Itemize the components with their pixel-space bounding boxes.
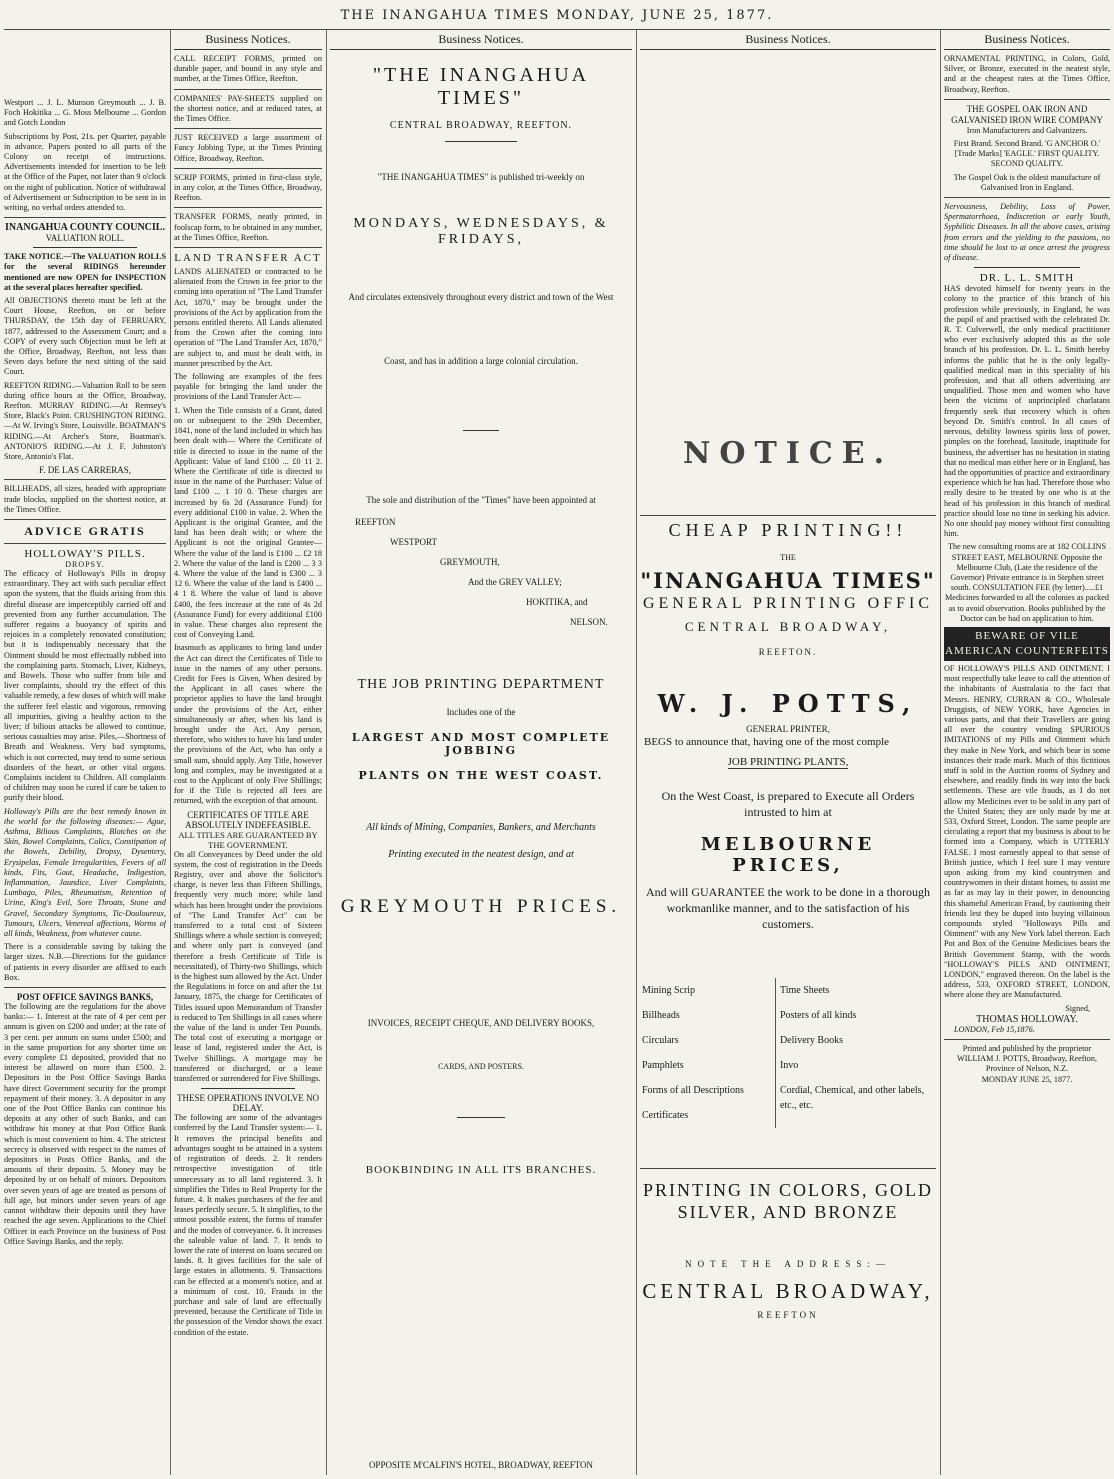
column-rule (326, 30, 327, 1475)
service-item: Pamphlets (642, 1060, 684, 1071)
printed-by: Printed and published by the proprietor WILLIAM J. POTTS, Broadway, Reefton, Province of Nelson, N.Z. (957, 1044, 1097, 1074)
west-coast-line: PLANTS ON THE WEST COAST. (358, 769, 604, 782)
cures-list: Holloway's Pills are the best remedy known in the world for the following diseases:— Ague, Asthma, Bilious Complaints, Blotches on the Skin, Bowel Complaints, Colics, Constipation of the Bowels, Debility, Dropsy, Dysentery, Erysipelas, Female Irregularities, Fevers of all kinds, Fits, Gout, Headache, Indigestion, Inflammation, Jaundice, Liver Complaints, Lumbago, Piles, Rheumatism, Retention of Urine, King's Evil, Sore Throats, Stone and Gravel, Secondary Symptoms, Tic-Douloureux, Tumours, Ulcers, Venereal affections, Worms of all kinds, Weakness, from whatever cause. (4, 806, 166, 939)
receipt-forms-ad: CALL RECEIPT FORMS, printed on durable paper, and bound in any style and number, at the Times Office, Reefton. (174, 54, 322, 84)
business-notices-header: Business Notices. (640, 32, 936, 50)
includes-note: Includes one of the (446, 707, 516, 717)
central-broadway-big: CENTRAL BROADWAY, (642, 1279, 934, 1303)
footer-address: OPPOSITE M'CALFIN'S HOTEL, BROADWAY, REEFTON (368, 1460, 594, 1470)
holloway-ointment-notice: OF HOLLOWAY'S PILLS AND OINTMENT. I most respectfully take leave to call the attention of the inhabitants of Australasia to the fact that Messrs. HENRY, CURRAN & CO., Wholesale Druggists, of NEW YORK, have Agencies in various parts, and that their Travellers are going all over the country vending SPURIOUS IMITATIONS of my Pills and Ointment which they make in New York, and which bear in some instances their trade mark. Much of this fictitious stuff is sold in the Auction rooms of Sydney and elsewhere, and readily finds its way into the back settlements. These are vile frauds, as I do not allow my Medicines ever to be sold in any part of the United States; they are only made by me at 533, Oxford Street, London. The same people are circulating a report that my business is about to be formed into a Company, which is UTTERLY FALSE. I most earnestly appeal to that sense of British justice, which I feel sure I may venture upon asking from my kind countrymen and countrywomen in their distant homes, to assist me as far as may lay in their power, in denouncing this shameful American Fraud, by cautioning their friends lest they be duped into buying villainous compounds styled "Holloways Pills and Ointment" with any New York label thereon. Each Pot and Box of the Genuine Medicines bears the British Government Stamp, with the words "HOLLOWAY'S PILLS AND OINTMENT, LONDON," engraved thereon. On the label is the address, 533, OXFORD STREET, LONDON, where alone they are Manufactured. (944, 663, 1110, 1000)
gospel-oak-sub: Iron Manufacturers and Galvanizers. (966, 125, 1088, 135)
beware-line: BEWARE OF VILE (975, 629, 1079, 642)
council-heading: INANGAHUA COUNTY COUNCIL. (5, 222, 165, 234)
valuation-notice-title: TAKE NOTICE.—The VALUATION ROLLS for the several RIDINGS hereunder mentioned are now OPEN for INSPECTION at the several places hereafter specified. (4, 252, 166, 292)
jobbing-type-ad: JUST RECEIVED a large assortment of Fancy Jobbing Type, at the Times Printing Office, Broadway, Reefton. (174, 133, 322, 163)
land-transfer-body: LANDS ALIENATED or contracted to be alienated from the Crown in fee prior to the coming into operation of "The Land Transfer Act, 1870," may be brought under the provisions of the Act by application from the persons entitled thereto. All Lands alienated from the Crown after the coming into operation of "The Land Transfer Act, 1870," are subject to, and must be dealt with, in manner prescribed by the Act. (174, 267, 322, 368)
beware-banner (944, 627, 1110, 661)
land-transfer-act-heading: LAND TRANSFER ACT (174, 252, 322, 265)
service-item: Billheads (642, 1010, 680, 1021)
fees-table: 1. When the Title consists of a Grant, dated on or subsequent to the 29th December, 1841, none of the land included in which has been dealt with— Where the Certificate of title is directed to issue in the name of the Applicant: Value of land £100 ... £0 11 2. Where the Certificate of title is directed to issue in the name of the Purchaser: Value of land £100 ... 1 10 0. These charges are increased by 6s 2d (Assurance Fund) for every additional £100 in value. 2. When the Applicant is the original Grantee, and the land has been dealt with; or where the Applicant is not the original Grantee— Where the value of the land is £100 ... £2 18 2. Where the value of the land is £200 ... 3 3 4. Where the value of the land is £300 ... 3 12 6. Where the value of the land is £400 ... 4 1 8. Where the value of land is above £400, the fees increase at the rate of 4s 2d (Assurance Fund) for every additional £100 in value. These charges also represent the cost of Conveying Land. (174, 405, 322, 640)
town: WESTPORT (390, 537, 437, 547)
publication-note: "THE INANGAHUA TIMES" is published tri-weekly on (377, 172, 585, 182)
service-item: Forms of all Descriptions (642, 1085, 744, 1096)
kinds-line: All kinds of Mining, Companies, Bankers, and Merchants (366, 822, 596, 833)
signed-label: Signed, (1065, 1003, 1090, 1013)
column-rule (940, 30, 941, 1475)
bookbinding-line: BOOKBINDING IN ALL ITS BRANCHES. (365, 1164, 597, 1176)
the-label: THE (780, 553, 796, 562)
cheap-printing: CHEAP PRINTING!! (668, 520, 908, 540)
certificates-heading: CERTIFICATES OF TITLE ARE ABSOLUTELY INDEFEASIBLE. (185, 809, 311, 830)
central-broadway: CENTRAL BROADWAY, (684, 619, 892, 634)
savings-banks-heading: POST OFFICE SAVINGS BANKS, (16, 992, 154, 1003)
gospel-oak-note: The Gospel Oak is the oldest manufacture of Galvanised Iron in England. (953, 172, 1101, 192)
begs-line: BEGS to announce that, having one of the most comple (644, 736, 890, 748)
dr-smith-heading: DR. L. L. SMITH (979, 272, 1075, 285)
reefton-label: REEFTON. (758, 647, 818, 657)
holloway-pills-heading: HOLLOWAY'S PILLS. (24, 547, 146, 560)
column-1 (4, 98, 166, 1474)
greymouth-prices: GREYMOUTH PRICES. (340, 896, 622, 917)
service-item: Circulars (642, 1035, 679, 1046)
thomas-holloway: THOMAS HOLLOWAY. (976, 1013, 1078, 1025)
circulation-note: And circulates extensively throughout every district and town of the West (348, 292, 614, 302)
signature: F. DE LAS CARRERAS, (38, 465, 132, 476)
largest-plants-line: LARGEST AND MOST COMPLETE JOBBING (351, 731, 611, 757)
colors-heading: PRINTING IN COLORS, GOLD SILVER, AND BRONZE (643, 1180, 933, 1222)
column-2 (174, 32, 322, 1474)
subscription-terms: Subscriptions by Post, 21s. per Quarter, payable in advance. Papers posted to all parts of the Colony on receipt of instructions. Advertisements intended for insertion to be left at the Office of the Paper, not later than 9 o'clock on the night of publication. Notice of withdrawal of Advertisement or Subscription to be sent in in writing, no verbal orders attended to. (4, 131, 166, 213)
potts-name: W. J. POTTS, (657, 689, 919, 718)
agents-intro: The sole and distribution of the "Times" have been appointed at (366, 495, 596, 505)
service-item: Mining Scrip (642, 985, 696, 996)
issue-date: MONDAY JUNE 25, 1877. (981, 1074, 1073, 1084)
fees-intro: The following are examples of the fees payable for bringing the land under the provisions of the Land Transfer Act:— (174, 372, 322, 402)
job-printing-heading: THE JOB PRINTING DEPARTMENT (357, 677, 605, 692)
consulting-rooms: The new consulting rooms are at 182 COLLINS STREET EAST, MELBOURNE Opposite the Melbourne Club, (Late the residence of the Governor) Private entrance is in Stephen street south. CONSULTATION FEE (by letter).....£1 Medicines forwarded to all the colonies as packed as to avoid observation. Books published by the Doctor can be had on application to him. (945, 542, 1109, 623)
dr-smith-body: HAS devoted himself for twenty years in the colony to the practice of this branch of his profession while previously, in England, he was the pupil of and practised with the celebrated Dr. R. T. Culverwell, the only medical practitioner who ever exclusively adopted this as the sole branch of his profession. Dr. L. L. Smith hereby informs the public that he is the only legally-qualified medical man in this speciality of his profession, and that all others advertising are unqualified. Those men and women who have been the victims of unprincipled charlatans frequently seek that recovery which is often beyond Dr. Smith's control. In all cases of nervous, debility lowness spirits loss of power, pimples on the forehead, lassitude, inaptitude for business, the advertiser has no hesitation in stating that no medical man either here or in England, has had the opportunities of practice and extraordinary experience which he has had. Therefore those who really desire to be treated by one who is at the head of his profession in this branch of medical practice should lose no time in seeking his advice. No one should pay money without first consulting him. (944, 284, 1110, 539)
general-printer: GENERAL PRINTER, (746, 724, 830, 734)
business-notices-header: Business Notices. (174, 32, 322, 50)
operations-body: The following are some of the advantages conferred by the Land Transfer system:— 1. It removes the principal benefits and advantages sought to be attained in a system of registration of deeds. 2. It renders retrospective investigation of title unnecessary as to all land registered. 3. It simplifies the Titles to Real Property for the future. 4. It makes purchasers of the fee and leases perfectly secure. 5. It simplifies, to the utmost possible extent, the forms of transfer and the modes of conveyance. 6. It increases the saleable value of land. 7. It tends to lower the rate of interest on loans secured on lands. 8. It gives facilities for the sale of large estates in allotments. 9. Transactions can be effected at a moment's notice, and at a minimum of cost. 10. Frauds in the purchase and sale of land are effectually prevented, because the Certificate of Title in the possession of the Vendor shows the exact condition of the estate. (174, 1113, 322, 1337)
town: NELSON. (570, 617, 608, 627)
ridings-list: REEFTON RIDING.—Valuation Roll to be seen during office hours at the Office, Broadway, Reefton. MURRAY RIDING.—At Remsey's Store, Black's Point. CRUSHINGTON RIDING.—At W. Irving's Store, Louisville. BOATMAN'S RIDING.—At Archer's Store, Boatman's. ANTONIO'S RIDING.—At J. F. Johnston's Store, Antonio's Flat. (4, 380, 166, 462)
town: And the GREY VALLEY; (468, 577, 562, 587)
pay-sheets-ad: COMPANIES' PAY-SHEETS supplied on the shortest notice, and at reduced rates, at the Times Office. (174, 93, 322, 124)
business-notices-header: Business Notices. (330, 32, 632, 50)
guarantee-line: And will GUARANTEE the work to be done in a thorough workmanlike manner, and to the satisfaction of his customers. (646, 885, 930, 931)
service-item: Time Sheets (779, 985, 830, 996)
valuation-notice-body: All OBJECTIONS thereto must be left at the Court House, Reefton, on or before THURSDAY, the 15th day of FEBRUARY, 1877, addressed to the Assessment Court; and a COPY of every such Objection must be left at the Office, Broadway, Reefton, not less than Seven days before the next sitting of the said Court. (4, 296, 166, 377)
nervousness-ad: Nervousness, Debility, Loss of Power, Spermatorrhoea, Indiscretion or early Youth, Syphilitic Diseases. In all the above cases, arising from errors and the yielding to the passions, no time should be lost to at once arrest the progress of disease. (944, 202, 1110, 263)
paper-address: CENTRAL BROADWAY, REEFTON. (389, 120, 573, 131)
notice-banner: NOTICE. (682, 436, 894, 471)
credit-for-fees: Inasmuch as applicants to bring land under the Act can direct the Certificates of Title to issue in the names of any other persons. Credit for Fees is Given, When desired by the Applicant in all cases where the proprietor applies to have the land brought under the provisions of the Act, either simultaneously or after, when his land is brought under the Act. Any person, therefore, who wishes to have his land under the provisions of the Act, who has only a small sum, should apply. Any Title, however long and complex, may be investigated at a cost to the Applicant of only Five Shillings; for if the Title is rejected all fees are returned, with the exception of that amount. (174, 643, 322, 806)
transfer-forms-ad: TRANSFER FORMS, neatly printed, in foolscap form, to be obtained in any number, at the Times Office, Reefton. (174, 212, 322, 242)
town: REEFTON (355, 517, 396, 527)
dropsy-heading: DROPSY. (65, 559, 105, 569)
reefton-footer: REEFTON (757, 1310, 819, 1320)
savings-banks-body: The following are the regulations for the above banks:— 1. Interest at the rate of 4 per cent per annum is given on £200 and under; at the rate of 3 per cent. per annum on sums under £500; and in the same proportion for any shorter time on every complete £1 deposited, provided that no interest be allowed on more than £500. 2. Depositors in the Post Office Savings Banks have direct Government security for the prompt repayment of their money. 3. A depositor in any one of the Post Office Banks can continue his deposits at any other of such Banks, and can withdraw his money at that Post Office Bank which is most convenient to him. 4. The strictest secrecy is observed with respect to the names of depositors in Posts Office Banks, and the amounts of their deposits. 5. Money may be deposited by or on behalf of minors. Depositors over seven years of age are treated as persons of full age, but minors under seven years of age cannot withdraw their deposits until they have reached the age seven. Applications to the Chief Officer in each Province on the business of Post Office Savings Banks, and the reply. (4, 1002, 166, 1246)
gospel-oak-brands: First Brand. Second Brand. 'G ANCHOR O.' [Trade Marks] 'EAGLE.' FIRST QUALITY. SECOND QUALITY. (953, 139, 1101, 169)
job-printing-plants: JOB PRINTING PLANTS, (727, 756, 849, 768)
beware-line: AMERICAN COUNTERFEITS (945, 644, 1109, 657)
service-item: Posters of all kinds (779, 1010, 857, 1021)
cards-line: CARDS, AND POSTERS. (438, 1062, 524, 1071)
masthead: THE INANGAHUA TIMES MONDAY, JUNE 25, 1877. (340, 8, 774, 23)
saving-note: There is a considerable saving by taking the larger sizes. N.B.—Directions for the guidance of patients in every disorder are affixed to each Box. (4, 942, 166, 982)
ornamental-printing-ad: ORNAMENTAL PRINTING, in Colors, Gold, Silver, or Bronze, executed in the neatest style, and at the cheapest rates at the Times Office, Broadway, Reefton. (944, 54, 1110, 94)
note-address: NOTE THE ADDRESS:— (685, 1259, 891, 1269)
agents-list: Westport ... J. L. Munson Greymouth ... J. B. Foch Hokitika ... G. Moss Melbourne ... Gordon and Gotch London (4, 98, 166, 128)
publication-days: MONDAYS, WEDNESDAYS, & FRIDAYS, (353, 216, 609, 247)
melbourne-prices: MELBOURNE PRICES, (700, 834, 876, 876)
billheads-ad: BILLHEADS, all sizes, headed with appropriate trade blocks, supplied on the shortest notice, at the Times Office. (4, 484, 166, 514)
printing-services-table (640, 978, 936, 1128)
service-item: Cordial, Chemical, and other labels, etc., etc. (779, 1085, 925, 1111)
scrip-forms-ad: SCRIP FORMS, printed in first-class style, in any color, at the Times Office, Broadway, Reefton. (174, 172, 322, 203)
town: HOKITIKA, and (526, 597, 588, 607)
service-item: Delivery Books (779, 1035, 843, 1046)
service-item: Certificates (642, 1110, 689, 1121)
column-3 (330, 32, 632, 1474)
agents-towns (330, 511, 632, 631)
general-printing-office: GENERAL PRINTING OFFIC (642, 595, 934, 612)
operations-heading: THESE OPERATIONS INVOLVE NO DELAY. (177, 1093, 319, 1114)
guarantee-heading: ALL TITLES ARE GUARANTEED BY THE GOVERNMENT. (178, 829, 318, 850)
invoices-line: INVOICES, RECEIPT CHEQUE, AND DELIVERY BOOKS, (367, 1018, 595, 1028)
column-4 (640, 32, 936, 1474)
printing-line: Printing executed in the neatest design, and at (388, 849, 574, 860)
gospel-oak-heading: THE GOSPEL OAK IRON AND GALVANISED IRON WIRE COMPANY (951, 103, 1103, 125)
holloway-date: LONDON, Feb 15,1876. (954, 1024, 1035, 1034)
dropsy-body: The efficacy of Holloway's Pills in dropsy extraordinary. They act with such peculiar effect upon the system, that the fluids arising from this direful disease are imperceptibly carried off and prevented from any further accumulation. The sufferer regains a buoyancy of spirits and rejoices in a completely renovated constitution; but it is indispensably necessary that the Ointment should be most effectually rubbed into the complaining parts. Stomach, Liver, Kidneys, and Bowels. Those who suffer from bile and liver complaints, should try the effect of this valuable remedy, a few doses of which will make the sufferer feel elastic and vigorous, removing all impurities, giving a healthy action to the liver; if bilious attacks be allowed to continue, serious casualties may arise. Piles,—Shortness of Breath and Weakness. Very bad symptoms, which is not corrected, may tend to some serious disorders of the heart, or other vital organs. Complaints incident to Children. All complaints of children may soon be cured if care be taken to purify their blood. (4, 568, 166, 803)
advice-gratis-heading: ADVICE GRATIS (24, 523, 146, 538)
valuation-roll-heading: VALUATION ROLL. (45, 233, 125, 244)
column-5 (944, 32, 1110, 1474)
column-rule (170, 30, 171, 1475)
town: GREYMOUTH, (440, 557, 500, 567)
guarantee-body: On all Conveyances by Deed under the old system, the cost of registration in the Deeds Registry, over and above the Solicitor's charge, is never less than Fifteen Shillings, frequently very much more; while land which has been brought under the provisions of "The Land Transfer Act" can be transferred to a total cost of Sixteen Shillings where a whole section is conveyed; and where only part is conveyed (and therefore a fresh Certificate of Title is necessitated), of Thirty-two Shillings, which is the highest sum allowed by the Act. Under the Regulations in force on and after the 1st January, 1875, the charge for Certificates of Titles issued upon Memorandum of Transfer is reduced to Ten Shillings in all cases where the value of the land is under Ten Pounds. The total cost of executing a mortgage or lease of land, registered under the Act, is Twelve Shillings. A mortgage may be transferred or discharged, or a lease transferred or surrendered for Five Shillings. (174, 849, 322, 1084)
service-item: Invo (779, 1060, 799, 1071)
west-coast-line: On the West Coast, is prepared to Execute all Orders intrusted to him at (661, 789, 915, 819)
coast-note: Coast, and has in addition a large colonial circulation. (384, 356, 578, 366)
inangahua-times: "INANGAHUA TIMES" (640, 568, 936, 593)
paper-title: "THE INANGAHUA TIMES" (372, 64, 590, 109)
business-notices-header: Business Notices. (944, 32, 1110, 50)
column-rule (636, 30, 637, 1475)
